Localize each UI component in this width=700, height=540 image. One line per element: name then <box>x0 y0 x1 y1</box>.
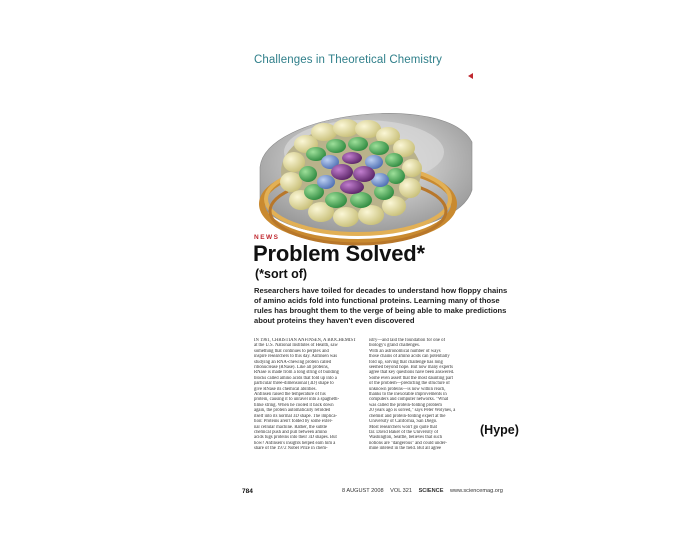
body-text-line: studying an RNA-chewing protein called <box>254 359 332 365</box>
body-text-line: at the U.S. National Institutes of Health, saw <box>254 343 338 349</box>
article-title: Problem Solved* <box>253 241 425 266</box>
body-text-line: chemist and protein-folding expert at the <box>369 413 446 419</box>
page-number: 784 <box>242 488 253 495</box>
body-text-line: again, the protein automatically refolded <box>254 408 331 414</box>
article-body <box>254 338 476 478</box>
hype-annotation: (Hype) <box>480 423 519 437</box>
deck-line: rules has brought them to the verge of being able to make predictions <box>254 306 507 315</box>
body-text-line: acids tugs proteins into their 3D shapes. But <box>254 435 337 441</box>
body-text-line: inspire researchers to this day. Anfinsen was <box>254 354 338 360</box>
body-text-line: itself into its normal 3D shape. The implica- <box>254 413 337 419</box>
news-section-label: NEWS <box>254 234 280 241</box>
body-text-line: protein, causing it to unravel into a spaghetti- <box>254 397 340 403</box>
body-text-line: those chains of amino acids can potentially <box>369 354 450 360</box>
body-text-line: computers and computer networks. "What <box>369 397 449 403</box>
body-text-line: Washington, Seattle, believes that such <box>369 435 443 441</box>
body-text-line: University of California, San Diego. <box>369 419 438 425</box>
body-text-line: give RNase its chemical abilities. <box>254 386 317 392</box>
article-subtitle: (*sort of) <box>255 267 308 281</box>
body-text-line: something that continues to perplex and <box>254 348 329 354</box>
footer-url: www.sciencemag.org <box>450 488 503 494</box>
footer-meta <box>342 488 503 494</box>
body-text-line: was called the protein-folding problem <box>369 402 442 408</box>
body-text-line: tion: Proteins aren't folded by some exter- <box>254 419 333 425</box>
protein-structure-figure <box>246 72 478 260</box>
body-text-line: 20 years ago is solved," says Peter Wolynes, a <box>369 408 456 414</box>
body-text-line: seemed beyond hope. But now many experts <box>369 365 453 371</box>
body-text-line: far. David Baker of the University of <box>369 429 439 435</box>
body-text-line: Anfinsen raised the temperature of his <box>254 392 326 398</box>
body-text-line: blocks called amino acids that fold up into a <box>254 375 337 381</box>
body-text-line: unknown proteins—is now within reach, <box>369 386 446 392</box>
body-column-right <box>369 338 476 452</box>
body-text-line: mine interest in the field. But all agree <box>369 446 442 452</box>
deck-line: Researchers have toiled for decades to understand how floppy chains <box>254 286 508 295</box>
body-text-line: how? Anfinsen's insights helped earn him a <box>254 440 336 446</box>
body-text-line: Some even assert that the most daunting part <box>369 375 453 381</box>
body-text-line: istry—and laid the foundation for one of <box>369 338 446 343</box>
body-text-line: fold up, solving that challenge has long <box>369 359 443 365</box>
footer-volume: VOL 321 <box>390 488 412 494</box>
deck-line: of amino acids fold into functional proteins. Learning many of those <box>254 296 500 305</box>
body-text-line: ribonuclease (RNase). Like all proteins, <box>254 365 329 371</box>
article-deck <box>254 286 508 326</box>
body-text-line: share of the 1972 Nobel Prize in chem- <box>254 446 328 452</box>
deck-line: about proteins they haven't even discovered <box>254 316 415 325</box>
body-text-line: biology's grand challenges. <box>369 343 420 349</box>
body-text-line: notions are "dangerous" and could under- <box>369 440 447 446</box>
journal-section-header: Challenges in Theoretical Chemistry <box>254 54 443 66</box>
body-text-line: With an astronomical number of ways <box>369 348 441 354</box>
body-column-left <box>254 338 361 452</box>
body-text-line: nal cellular machine. Rather, the subtle <box>254 424 328 430</box>
body-text-line: thanks to the inexorable improvements in <box>369 392 447 398</box>
body-text-line: of the problem—predicting the structure of <box>369 381 450 387</box>
footer-date: 8 AUGUST 2008 <box>342 488 384 494</box>
body-text-line: chemical push and pull between amino <box>254 429 328 435</box>
body-text-line: tilike string. When he cooled it back down <box>254 402 334 408</box>
body-text-line: RNase is made from a long string of building <box>254 370 339 376</box>
footer-journal: SCIENCE <box>418 488 444 494</box>
body-text-line: particular three-dimensional (3D) shape to <box>254 381 334 387</box>
body-text-line: agree that key questions have been answered. <box>369 370 455 376</box>
body-text-line: Most researchers won't go quite that <box>369 424 437 430</box>
body-text-line: IN 1961, CHRISTIAN ANFINSEN, A BIOCHEMIST <box>254 338 356 343</box>
